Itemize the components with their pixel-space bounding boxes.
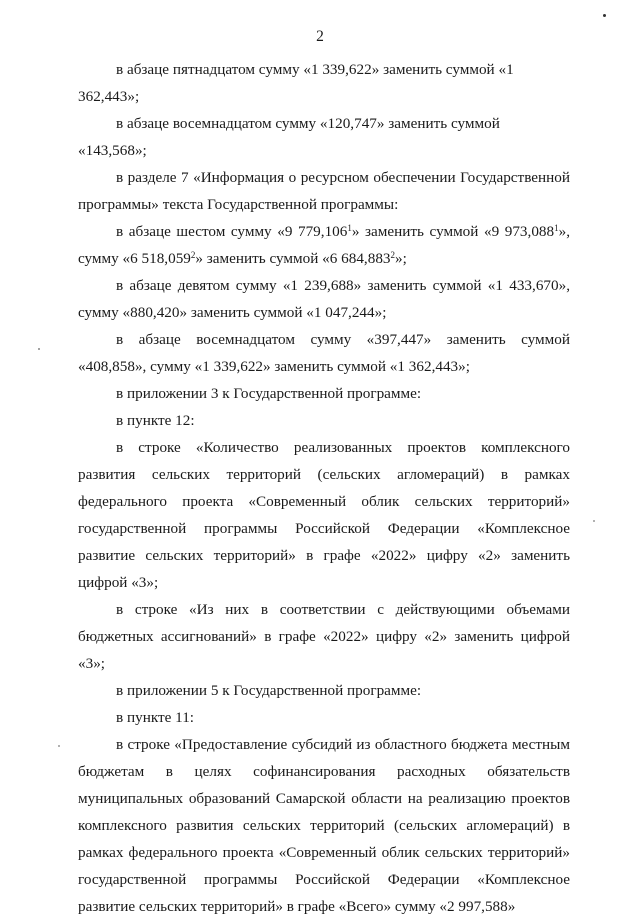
scan-speck — [58, 745, 60, 747]
paragraph-3: в разделе 7 «Информация о ресурсном обеспечении Государственной программы» текста Государственной программы: — [78, 169, 570, 213]
paragraph-4 — [78, 218, 570, 272]
footnote-marker: 2 — [390, 250, 396, 260]
paragraph-12: в пункте 11: — [116, 709, 195, 726]
paragraph-1: в абзаце пятнадцатом сумму «1 339,622» заменить суммой «1 362,443»; — [78, 61, 514, 105]
paragraph-5: в абзаце девятом сумму «1 239,688» заменить суммой «1 433,670», сумму «880,420» заменить суммой «1 047,244»; — [78, 277, 570, 321]
paragraph-11: в приложении 5 к Государственной программе: — [116, 682, 422, 699]
document-body — [78, 56, 570, 920]
paragraph-4-run: »; — [395, 250, 407, 267]
scan-speck — [38, 348, 40, 350]
footnote-marker: 1 — [554, 223, 559, 233]
paragraph-4-run: » заменить суммой «6 684,883 — [195, 250, 391, 267]
paragraph-4-run: » заменить суммой «9 973,088 — [351, 223, 555, 240]
paragraph-9: в строке «Количество реализованных проектов комплексного развития сельских территорий (сельских агломераций) в рамках федерального проекта «Современный облик сельских территорий» государственной программы Российской Федерации «Комплексное развитие сельских территорий» в графе «2022» цифру «2» заменить цифрой «3»; — [78, 439, 570, 591]
footnote-marker: 2 — [190, 250, 196, 260]
paragraph-4-run: », сумму «6 518,059 — [78, 223, 570, 267]
paragraph-7: в приложении 3 к Государственной программе: — [116, 385, 422, 402]
paragraph-10: в строке «Из них в соответствии с действующими объемами бюджетных ассигнований» в графе «2022» цифру «2» заменить цифрой «3»; — [78, 601, 570, 672]
paragraph-6: в абзаце восемнадцатом сумму «397,447» заменить суммой «408,858», сумму «1 339,622» заменить суммой «1 362,443»; — [78, 331, 570, 375]
paragraph-2: в абзаце восемнадцатом сумму «120,747» заменить суммой «143,568»; — [78, 115, 500, 159]
paragraph-4-run: в абзаце шестом сумму «9 779,106 — [116, 223, 348, 240]
paragraph-13: в строке «Предоставление субсидий из областного бюджета местным бюджетам в целях софинансирования расходных обязательств муниципальных образований Самарской области на реализацию проектов комплексного развития сельских территорий (сельских агломераций) в рамках федерального проекта «Современный облик сельских территорий» государственной программы Российской Федерации «Комплексное развитие сельских территорий» в графе «Всего» сумму «2 997,588» — [78, 736, 570, 915]
scan-speck — [593, 520, 595, 522]
footnote-marker: 1 — [347, 223, 352, 233]
page-number: 2 — [316, 28, 324, 45]
paragraph-8: в пункте 12: — [116, 412, 195, 429]
scan-speck — [603, 14, 606, 17]
